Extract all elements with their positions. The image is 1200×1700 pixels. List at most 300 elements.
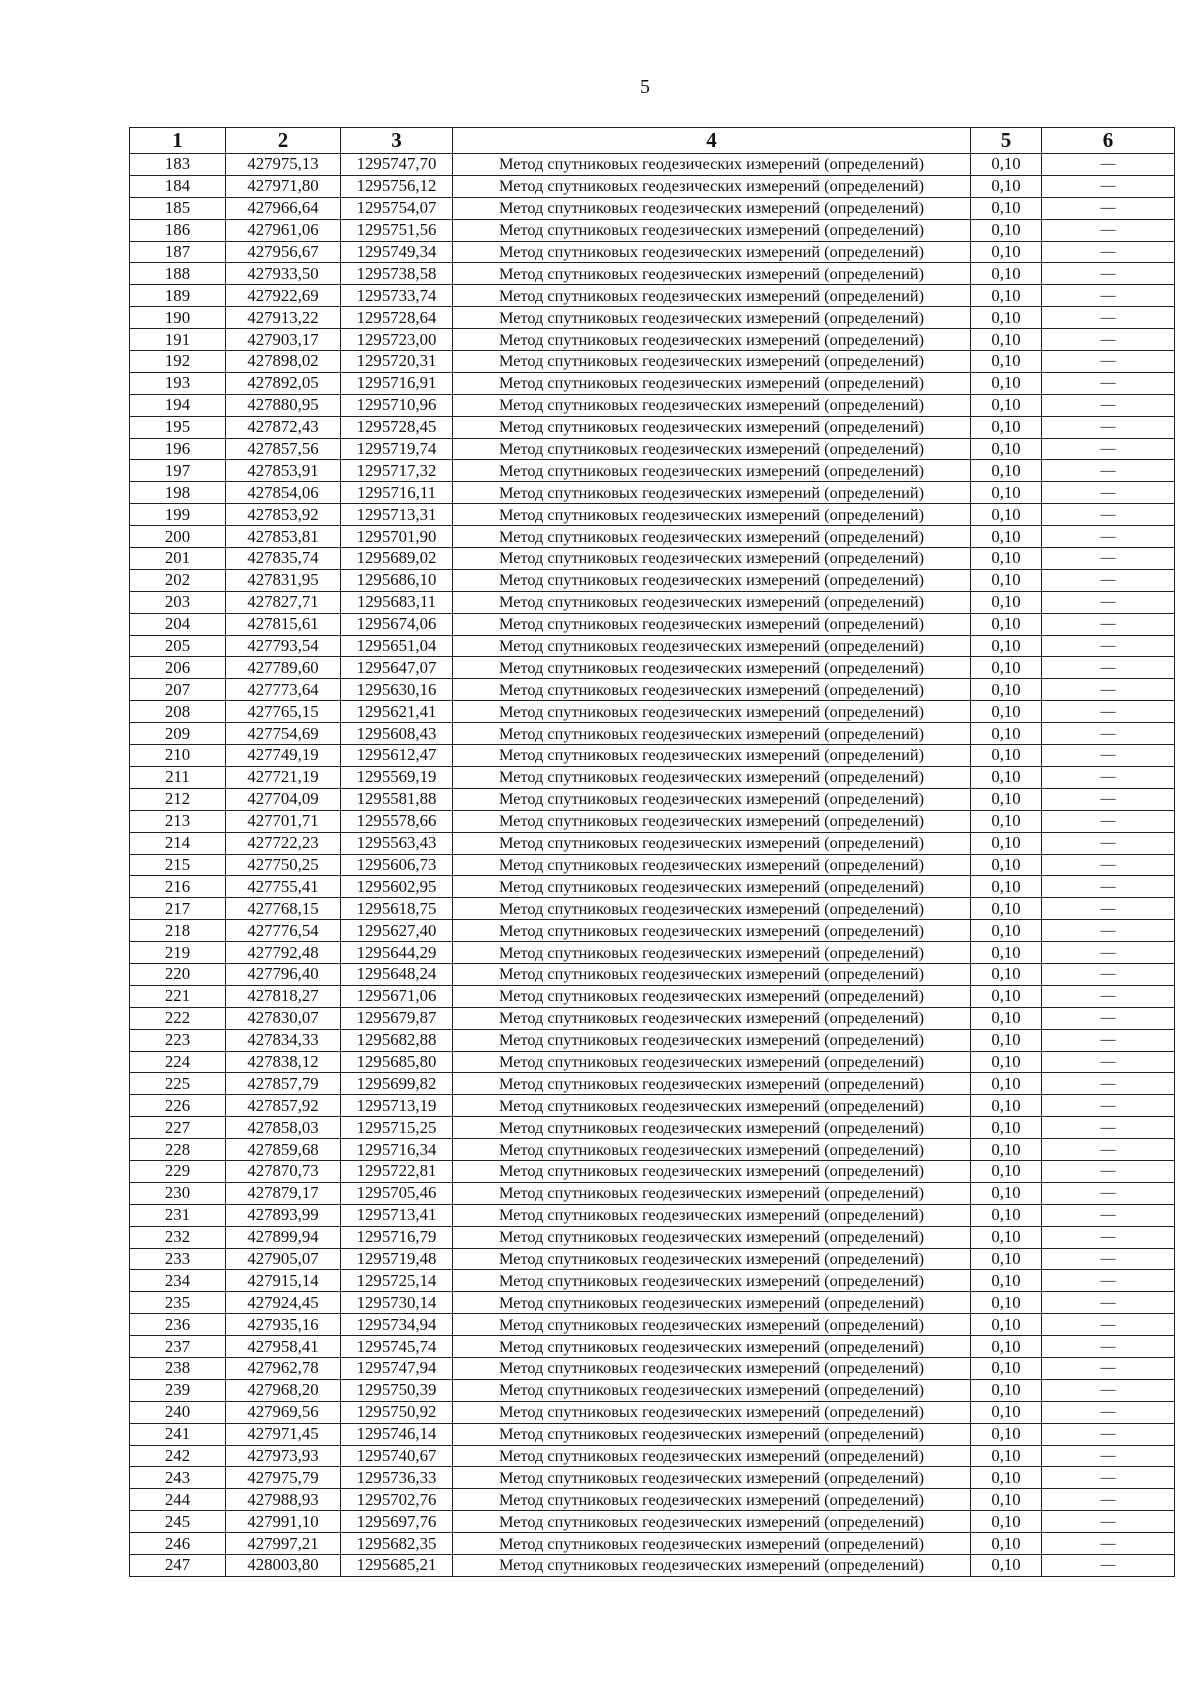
method-cell: Метод спутниковых геодезических измерений (определений): [453, 635, 971, 657]
accuracy-cell: 0,10: [971, 197, 1042, 219]
x-coordinate-cell: 427971,80: [226, 175, 341, 197]
y-coordinate-cell: 1295756,12: [341, 175, 453, 197]
notes-cell: —: [1042, 482, 1175, 504]
x-coordinate-cell: 427857,92: [226, 1095, 341, 1117]
notes-cell: —: [1042, 1029, 1175, 1051]
table-row: [130, 526, 1175, 548]
point-number-cell: 241: [130, 1423, 226, 1445]
method-cell: Метод спутниковых геодезических измерений (определений): [453, 482, 971, 504]
point-number-cell: 195: [130, 416, 226, 438]
method-cell: Метод спутниковых геодезических измерений (определений): [453, 745, 971, 767]
table-row: [130, 263, 1175, 285]
method-cell: Метод спутниковых геодезических измерений (определений): [453, 329, 971, 351]
y-coordinate-cell: 1295581,88: [341, 788, 453, 810]
method-cell: Метод спутниковых геодезических измерений (определений): [453, 1511, 971, 1533]
table-row: [130, 1489, 1175, 1511]
table-row: [130, 1073, 1175, 1095]
point-number-cell: 222: [130, 1007, 226, 1029]
y-coordinate-cell: 1295719,48: [341, 1248, 453, 1270]
table-row: [130, 1401, 1175, 1423]
notes-cell: —: [1042, 329, 1175, 351]
y-coordinate-cell: 1295683,11: [341, 591, 453, 613]
notes-cell: —: [1042, 394, 1175, 416]
y-coordinate-cell: 1295647,07: [341, 657, 453, 679]
method-cell: Метод спутниковых геодезических измерений (определений): [453, 1379, 971, 1401]
accuracy-cell: 0,10: [971, 548, 1042, 570]
notes-cell: —: [1042, 810, 1175, 832]
notes-cell: —: [1042, 963, 1175, 985]
accuracy-cell: 0,10: [971, 175, 1042, 197]
y-coordinate-cell: 1295716,34: [341, 1139, 453, 1161]
notes-cell: —: [1042, 745, 1175, 767]
y-coordinate-cell: 1295754,07: [341, 197, 453, 219]
y-coordinate-cell: 1295697,76: [341, 1511, 453, 1533]
y-coordinate-cell: 1295682,35: [341, 1533, 453, 1555]
y-coordinate-cell: 1295750,39: [341, 1379, 453, 1401]
table-row: [130, 701, 1175, 723]
accuracy-cell: 0,10: [971, 963, 1042, 985]
x-coordinate-cell: 427935,16: [226, 1314, 341, 1336]
notes-cell: —: [1042, 1117, 1175, 1139]
accuracy-cell: 0,10: [971, 766, 1042, 788]
accuracy-cell: 0,10: [971, 241, 1042, 263]
point-number-cell: 218: [130, 920, 226, 942]
x-coordinate-cell: 427853,91: [226, 460, 341, 482]
x-coordinate-cell: 427997,21: [226, 1533, 341, 1555]
method-cell: Метод спутниковых геодезических измерений (определений): [453, 854, 971, 876]
accuracy-cell: 0,10: [971, 635, 1042, 657]
table-row: [130, 1467, 1175, 1489]
notes-cell: —: [1042, 307, 1175, 329]
point-number-cell: 216: [130, 876, 226, 898]
table-body: [130, 154, 1175, 1577]
accuracy-cell: 0,10: [971, 1423, 1042, 1445]
accuracy-cell: 0,10: [971, 1007, 1042, 1029]
point-number-cell: 194: [130, 394, 226, 416]
notes-cell: —: [1042, 175, 1175, 197]
accuracy-cell: 0,10: [971, 1336, 1042, 1358]
notes-cell: —: [1042, 1401, 1175, 1423]
method-cell: Метод спутниковых геодезических измерений (определений): [453, 810, 971, 832]
accuracy-cell: 0,10: [971, 1401, 1042, 1423]
header-col-1: 1: [130, 128, 226, 154]
coordinates-table: [129, 127, 1175, 1577]
method-cell: Метод спутниковых геодезических измерений (определений): [453, 1248, 971, 1270]
table-row: [130, 241, 1175, 263]
y-coordinate-cell: 1295651,04: [341, 635, 453, 657]
table-row: [130, 416, 1175, 438]
notes-cell: —: [1042, 285, 1175, 307]
accuracy-cell: 0,10: [971, 1379, 1042, 1401]
y-coordinate-cell: 1295716,91: [341, 372, 453, 394]
table-row: [130, 1029, 1175, 1051]
y-coordinate-cell: 1295716,79: [341, 1226, 453, 1248]
y-coordinate-cell: 1295671,06: [341, 985, 453, 1007]
accuracy-cell: 0,10: [971, 1292, 1042, 1314]
x-coordinate-cell: 427830,07: [226, 1007, 341, 1029]
point-number-cell: 187: [130, 241, 226, 263]
x-coordinate-cell: 427975,13: [226, 154, 341, 176]
y-coordinate-cell: 1295733,74: [341, 285, 453, 307]
header-col-4: 4: [453, 128, 971, 154]
method-cell: Метод спутниковых геодезических измерений (определений): [453, 460, 971, 482]
notes-cell: —: [1042, 635, 1175, 657]
table-row: [130, 1379, 1175, 1401]
table-row: [130, 854, 1175, 876]
notes-cell: —: [1042, 1051, 1175, 1073]
accuracy-cell: 0,10: [971, 1511, 1042, 1533]
y-coordinate-cell: 1295705,46: [341, 1182, 453, 1204]
y-coordinate-cell: 1295740,67: [341, 1445, 453, 1467]
point-number-cell: 223: [130, 1029, 226, 1051]
table-row: [130, 1292, 1175, 1314]
accuracy-cell: 0,10: [971, 154, 1042, 176]
accuracy-cell: 0,10: [971, 460, 1042, 482]
method-cell: Метод спутниковых геодезических измерений (определений): [453, 1182, 971, 1204]
y-coordinate-cell: 1295734,94: [341, 1314, 453, 1336]
method-cell: Метод спутниковых геодезических измерений (определений): [453, 197, 971, 219]
y-coordinate-cell: 1295728,45: [341, 416, 453, 438]
notes-cell: —: [1042, 1357, 1175, 1379]
point-number-cell: 219: [130, 942, 226, 964]
notes-cell: —: [1042, 613, 1175, 635]
x-coordinate-cell: 427905,07: [226, 1248, 341, 1270]
point-number-cell: 204: [130, 613, 226, 635]
accuracy-cell: 0,10: [971, 1489, 1042, 1511]
method-cell: Метод спутниковых геодезических измерений (определений): [453, 263, 971, 285]
method-cell: Метод спутниковых геодезических измерений (определений): [453, 963, 971, 985]
y-coordinate-cell: 1295723,00: [341, 329, 453, 351]
x-coordinate-cell: 427893,99: [226, 1204, 341, 1226]
method-cell: Метод спутниковых геодезических измерений (определений): [453, 920, 971, 942]
point-number-cell: 228: [130, 1139, 226, 1161]
method-cell: Метод спутниковых геодезических измерений (определений): [453, 307, 971, 329]
x-coordinate-cell: 427857,56: [226, 438, 341, 460]
accuracy-cell: 0,10: [971, 679, 1042, 701]
y-coordinate-cell: 1295612,47: [341, 745, 453, 767]
method-cell: Метод спутниковых геодезических измерений (определений): [453, 1357, 971, 1379]
point-number-cell: 189: [130, 285, 226, 307]
table-row: [130, 307, 1175, 329]
point-number-cell: 210: [130, 745, 226, 767]
accuracy-cell: 0,10: [971, 745, 1042, 767]
point-number-cell: 231: [130, 1204, 226, 1226]
y-coordinate-cell: 1295674,06: [341, 613, 453, 635]
method-cell: Метод спутниковых геодезических измерений (определений): [453, 548, 971, 570]
method-cell: Метод спутниковых геодезических измерений (определений): [453, 154, 971, 176]
point-number-cell: 215: [130, 854, 226, 876]
point-number-cell: 198: [130, 482, 226, 504]
x-coordinate-cell: 427968,20: [226, 1379, 341, 1401]
y-coordinate-cell: 1295749,34: [341, 241, 453, 263]
accuracy-cell: 0,10: [971, 1051, 1042, 1073]
y-coordinate-cell: 1295713,19: [341, 1095, 453, 1117]
accuracy-cell: 0,10: [971, 1160, 1042, 1182]
accuracy-cell: 0,10: [971, 351, 1042, 373]
x-coordinate-cell: 427899,94: [226, 1226, 341, 1248]
table-row: [130, 175, 1175, 197]
x-coordinate-cell: 427796,40: [226, 963, 341, 985]
method-cell: Метод спутниковых геодезических измерений (определений): [453, 832, 971, 854]
notes-cell: —: [1042, 1467, 1175, 1489]
y-coordinate-cell: 1295685,21: [341, 1555, 453, 1577]
table-row: [130, 766, 1175, 788]
table-row: [130, 963, 1175, 985]
accuracy-cell: 0,10: [971, 1204, 1042, 1226]
method-cell: Метод спутниковых геодезических измерений (определений): [453, 679, 971, 701]
notes-cell: —: [1042, 1160, 1175, 1182]
y-coordinate-cell: 1295689,02: [341, 548, 453, 570]
notes-cell: —: [1042, 351, 1175, 373]
accuracy-cell: 0,10: [971, 307, 1042, 329]
table-row: [130, 460, 1175, 482]
method-cell: Метод спутниковых геодезических измерений (определений): [453, 1423, 971, 1445]
accuracy-cell: 0,10: [971, 438, 1042, 460]
x-coordinate-cell: 427776,54: [226, 920, 341, 942]
method-cell: Метод спутниковых геодезических измерений (определений): [453, 1555, 971, 1577]
x-coordinate-cell: 427966,64: [226, 197, 341, 219]
point-number-cell: 184: [130, 175, 226, 197]
y-coordinate-cell: 1295725,14: [341, 1270, 453, 1292]
method-cell: Метод спутниковых геодезических измерений (определений): [453, 504, 971, 526]
x-coordinate-cell: 427768,15: [226, 898, 341, 920]
y-coordinate-cell: 1295716,11: [341, 482, 453, 504]
method-cell: Метод спутниковых геодезических измерений (определений): [453, 613, 971, 635]
table-row: [130, 394, 1175, 416]
point-number-cell: 217: [130, 898, 226, 920]
method-cell: Метод спутниковых геодезических измерений (определений): [453, 241, 971, 263]
table-row: [130, 1051, 1175, 1073]
method-cell: Метод спутниковых геодезических измерений (определений): [453, 416, 971, 438]
notes-cell: —: [1042, 1139, 1175, 1161]
table-row: [130, 723, 1175, 745]
x-coordinate-cell: 427958,41: [226, 1336, 341, 1358]
table-row: [130, 438, 1175, 460]
y-coordinate-cell: 1295701,90: [341, 526, 453, 548]
accuracy-cell: 0,10: [971, 810, 1042, 832]
point-number-cell: 220: [130, 963, 226, 985]
x-coordinate-cell: 427789,60: [226, 657, 341, 679]
x-coordinate-cell: 427831,95: [226, 569, 341, 591]
point-number-cell: 227: [130, 1117, 226, 1139]
table-row: [130, 1555, 1175, 1577]
method-cell: Метод спутниковых геодезических измерений (определений): [453, 1489, 971, 1511]
accuracy-cell: 0,10: [971, 219, 1042, 241]
x-coordinate-cell: 427755,41: [226, 876, 341, 898]
point-number-cell: 186: [130, 219, 226, 241]
method-cell: Метод спутниковых геодезических измерений (определений): [453, 657, 971, 679]
notes-cell: —: [1042, 854, 1175, 876]
table-row: [130, 1095, 1175, 1117]
y-coordinate-cell: 1295685,80: [341, 1051, 453, 1073]
method-cell: Метод спутниковых геодезических измерений (определений): [453, 219, 971, 241]
point-number-cell: 245: [130, 1511, 226, 1533]
x-coordinate-cell: 427722,23: [226, 832, 341, 854]
method-cell: Метод спутниковых геодезических измерений (определений): [453, 788, 971, 810]
x-coordinate-cell: 428003,80: [226, 1555, 341, 1577]
y-coordinate-cell: 1295717,32: [341, 460, 453, 482]
notes-cell: —: [1042, 1095, 1175, 1117]
accuracy-cell: 0,10: [971, 1226, 1042, 1248]
x-coordinate-cell: 427991,10: [226, 1511, 341, 1533]
point-number-cell: 237: [130, 1336, 226, 1358]
method-cell: Метод спутниковых геодезических измерений (определений): [453, 1270, 971, 1292]
table-row: [130, 1204, 1175, 1226]
y-coordinate-cell: 1295682,88: [341, 1029, 453, 1051]
method-cell: Метод спутниковых геодезических измерений (определений): [453, 285, 971, 307]
notes-cell: —: [1042, 263, 1175, 285]
x-coordinate-cell: 427892,05: [226, 372, 341, 394]
table-header-row: [130, 128, 1175, 154]
method-cell: Метод спутниковых геодезических измерений (определений): [453, 438, 971, 460]
accuracy-cell: 0,10: [971, 832, 1042, 854]
x-coordinate-cell: 427750,25: [226, 854, 341, 876]
accuracy-cell: 0,10: [971, 372, 1042, 394]
y-coordinate-cell: 1295719,74: [341, 438, 453, 460]
x-coordinate-cell: 427858,03: [226, 1117, 341, 1139]
table-row: [130, 329, 1175, 351]
point-number-cell: 229: [130, 1160, 226, 1182]
accuracy-cell: 0,10: [971, 942, 1042, 964]
notes-cell: —: [1042, 460, 1175, 482]
x-coordinate-cell: 427969,56: [226, 1401, 341, 1423]
notes-cell: —: [1042, 898, 1175, 920]
point-number-cell: 221: [130, 985, 226, 1007]
table-row: [130, 504, 1175, 526]
x-coordinate-cell: 427933,50: [226, 263, 341, 285]
x-coordinate-cell: 427956,67: [226, 241, 341, 263]
notes-cell: —: [1042, 197, 1175, 219]
y-coordinate-cell: 1295699,82: [341, 1073, 453, 1095]
y-coordinate-cell: 1295569,19: [341, 766, 453, 788]
accuracy-cell: 0,10: [971, 898, 1042, 920]
point-number-cell: 232: [130, 1226, 226, 1248]
method-cell: Метод спутниковых геодезических измерений (определений): [453, 723, 971, 745]
notes-cell: —: [1042, 1423, 1175, 1445]
x-coordinate-cell: 427962,78: [226, 1357, 341, 1379]
accuracy-cell: 0,10: [971, 569, 1042, 591]
point-number-cell: 242: [130, 1445, 226, 1467]
table-row: [130, 810, 1175, 832]
point-number-cell: 234: [130, 1270, 226, 1292]
notes-cell: —: [1042, 1379, 1175, 1401]
point-number-cell: 235: [130, 1292, 226, 1314]
accuracy-cell: 0,10: [971, 723, 1042, 745]
table-row: [130, 876, 1175, 898]
table-row: [130, 372, 1175, 394]
notes-cell: —: [1042, 985, 1175, 1007]
accuracy-cell: 0,10: [971, 1270, 1042, 1292]
point-number-cell: 244: [130, 1489, 226, 1511]
x-coordinate-cell: 427913,22: [226, 307, 341, 329]
point-number-cell: 202: [130, 569, 226, 591]
point-number-cell: 247: [130, 1555, 226, 1577]
point-number-cell: 209: [130, 723, 226, 745]
method-cell: Метод спутниковых геодезических измерений (определений): [453, 876, 971, 898]
notes-cell: —: [1042, 1226, 1175, 1248]
accuracy-cell: 0,10: [971, 854, 1042, 876]
x-coordinate-cell: 427975,79: [226, 1467, 341, 1489]
point-number-cell: 214: [130, 832, 226, 854]
y-coordinate-cell: 1295644,29: [341, 942, 453, 964]
point-number-cell: 224: [130, 1051, 226, 1073]
notes-cell: —: [1042, 1292, 1175, 1314]
notes-cell: —: [1042, 1336, 1175, 1358]
x-coordinate-cell: 427854,06: [226, 482, 341, 504]
y-coordinate-cell: 1295627,40: [341, 920, 453, 942]
notes-cell: —: [1042, 241, 1175, 263]
accuracy-cell: 0,10: [971, 1467, 1042, 1489]
notes-cell: —: [1042, 1248, 1175, 1270]
x-coordinate-cell: 427835,74: [226, 548, 341, 570]
notes-cell: —: [1042, 832, 1175, 854]
accuracy-cell: 0,10: [971, 1445, 1042, 1467]
table-row: [130, 548, 1175, 570]
x-coordinate-cell: 427827,71: [226, 591, 341, 613]
table-row: [130, 482, 1175, 504]
y-coordinate-cell: 1295722,81: [341, 1160, 453, 1182]
x-coordinate-cell: 427815,61: [226, 613, 341, 635]
table-row: [130, 569, 1175, 591]
method-cell: Метод спутниковых геодезических измерений (определений): [453, 1139, 971, 1161]
point-number-cell: 230: [130, 1182, 226, 1204]
notes-cell: —: [1042, 1204, 1175, 1226]
method-cell: Метод спутниковых геодезических измерений (определений): [453, 1445, 971, 1467]
x-coordinate-cell: 427853,81: [226, 526, 341, 548]
notes-cell: —: [1042, 657, 1175, 679]
y-coordinate-cell: 1295747,70: [341, 154, 453, 176]
x-coordinate-cell: 427701,71: [226, 810, 341, 832]
point-number-cell: 243: [130, 1467, 226, 1489]
method-cell: Метод спутниковых геодезических измерений (определений): [453, 1073, 971, 1095]
method-cell: Метод спутниковых геодезических измерений (определений): [453, 351, 971, 373]
table-row: [130, 1445, 1175, 1467]
table-row: [130, 1336, 1175, 1358]
point-number-cell: 192: [130, 351, 226, 373]
notes-cell: —: [1042, 1511, 1175, 1533]
point-number-cell: 239: [130, 1379, 226, 1401]
accuracy-cell: 0,10: [971, 1248, 1042, 1270]
x-coordinate-cell: 427853,92: [226, 504, 341, 526]
point-number-cell: 203: [130, 591, 226, 613]
header-col-2: 2: [226, 128, 341, 154]
notes-cell: —: [1042, 154, 1175, 176]
method-cell: Метод спутниковых геодезических измерений (определений): [453, 1314, 971, 1336]
method-cell: Метод спутниковых геодезических измерений (определений): [453, 569, 971, 591]
notes-cell: —: [1042, 526, 1175, 548]
accuracy-cell: 0,10: [971, 788, 1042, 810]
notes-cell: —: [1042, 942, 1175, 964]
table-row: [130, 788, 1175, 810]
x-coordinate-cell: 427765,15: [226, 701, 341, 723]
method-cell: Метод спутниковых геодезических измерений (определений): [453, 898, 971, 920]
notes-cell: —: [1042, 701, 1175, 723]
method-cell: Метод спутниковых геодезических измерений (определений): [453, 175, 971, 197]
point-number-cell: 238: [130, 1357, 226, 1379]
accuracy-cell: 0,10: [971, 1533, 1042, 1555]
method-cell: Метод спутниковых геодезических измерений (определений): [453, 1007, 971, 1029]
notes-cell: —: [1042, 569, 1175, 591]
notes-cell: —: [1042, 876, 1175, 898]
accuracy-cell: 0,10: [971, 285, 1042, 307]
header-col-3: 3: [341, 128, 453, 154]
table-row: [130, 985, 1175, 1007]
notes-cell: —: [1042, 1314, 1175, 1336]
accuracy-cell: 0,10: [971, 1555, 1042, 1577]
accuracy-cell: 0,10: [971, 1357, 1042, 1379]
table-row: [130, 745, 1175, 767]
table-row: [130, 1007, 1175, 1029]
